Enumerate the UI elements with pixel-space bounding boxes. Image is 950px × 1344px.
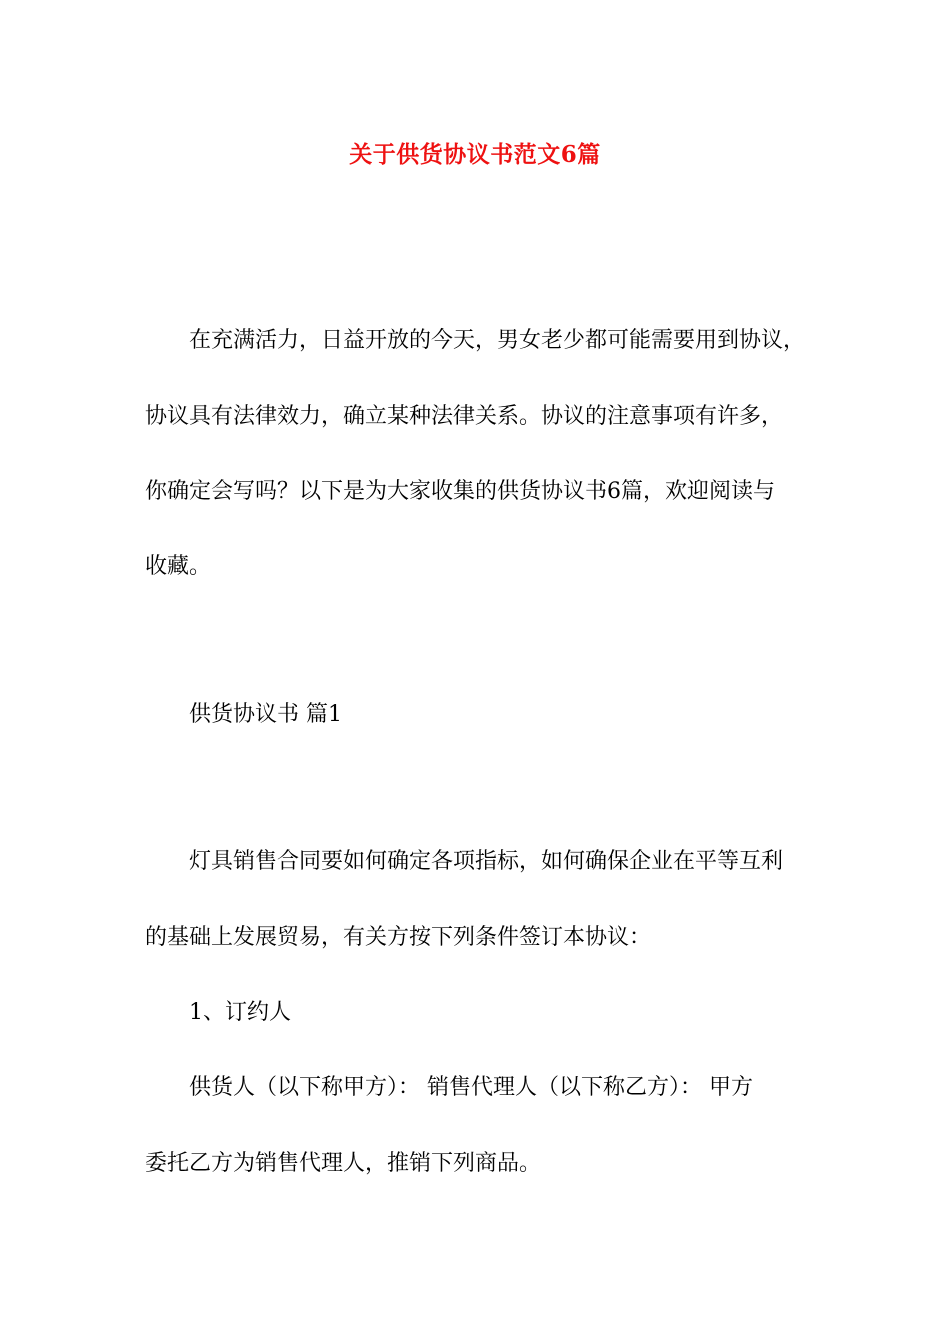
intro-line-2: 协议具有法律效力，确立某种法律关系。协议的注意事项有许多， [145,404,784,429]
intro-line-4: 收藏。 [145,554,212,579]
intro-line-1: 在充满活力，日益开放的今天，男女老少都可能需要用到协议， [189,328,806,353]
paragraph1-line-2: 的基础上发展贸易，有关方按下列条件签订本协议： [145,925,652,950]
section-heading: 供货协议书 篇1 [189,702,342,727]
document-title: 关于供货协议书范文6篇 [349,141,601,168]
paragraph1-line-1: 灯具销售合同要如何确定各项指标，如何确保企业在平等互利 [189,849,784,874]
list-item-1: 1、订约人 [189,1000,291,1025]
intro-line-3: 你确定会写吗？以下是为大家收集的供货协议书6篇，欢迎阅读与 [145,479,775,504]
paragraph2-line-1: 供货人（以下称甲方）： 销售代理人（以下称乙方）： 甲方 [189,1075,753,1100]
paragraph2-line-2: 委托乙方为销售代理人，推销下列商品。 [145,1151,542,1176]
